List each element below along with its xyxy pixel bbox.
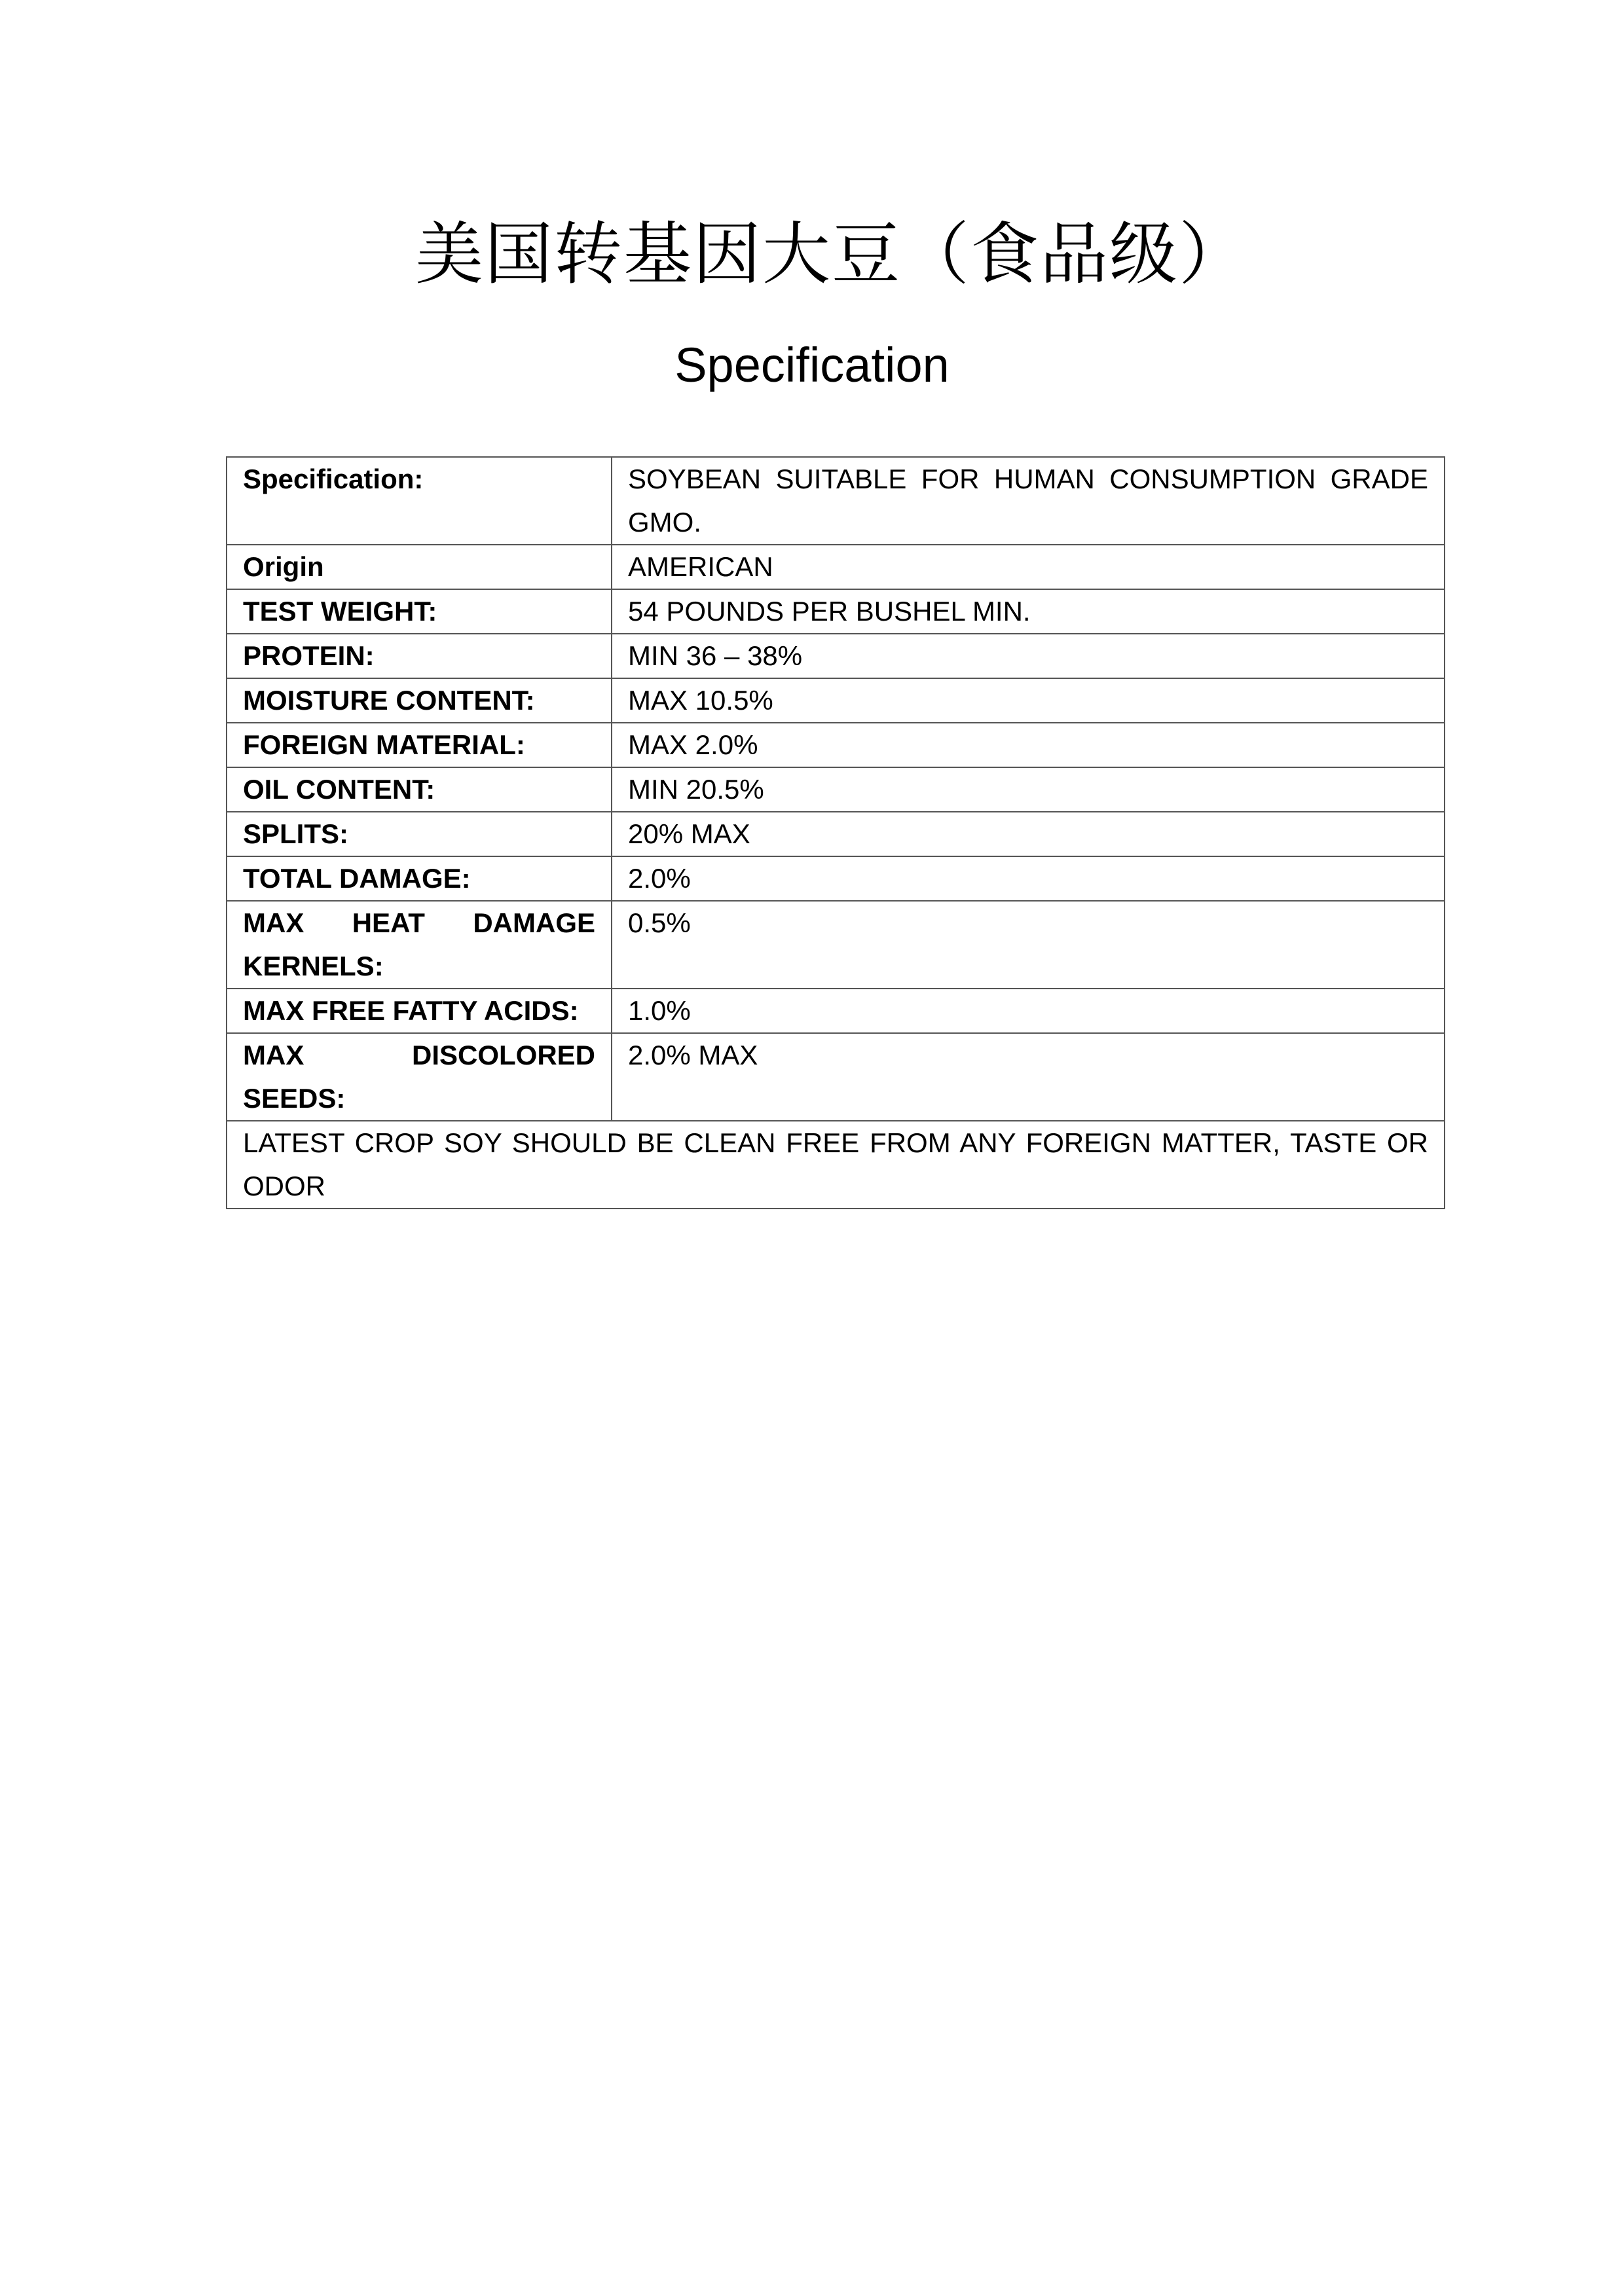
table-note: LATEST CROP SOY SHOULD BE CLEAN FREE FROM ANY FOREIGN MATTER, TASTE OR ODOR <box>227 1121 1445 1209</box>
spec-label: PROTEIN: <box>227 634 612 678</box>
spec-value: MIN 20.5% <box>612 767 1445 812</box>
table-row <box>227 812 1445 856</box>
spec-label: TEST WEIGHT: <box>227 589 612 634</box>
spec-label: MAX FREE FATTY ACIDS: <box>227 989 612 1033</box>
spec-value: 2.0% MAX <box>612 1033 1445 1121</box>
spec-value: MIN 36 – 38% <box>612 634 1445 678</box>
table-row <box>227 634 1445 678</box>
spec-value: 20% MAX <box>612 812 1445 856</box>
spec-label: TOTAL DAMAGE: <box>227 856 612 901</box>
spec-label: OIL CONTENT: <box>227 767 612 812</box>
table-row <box>227 989 1445 1033</box>
table-row <box>227 589 1445 634</box>
spec-value: SOYBEAN SUITABLE FOR HUMAN CONSUMPTION GRADE GMO. <box>612 457 1445 545</box>
table-row <box>227 856 1445 901</box>
spec-value: 2.0% <box>612 856 1445 901</box>
table-row <box>227 457 1445 545</box>
spec-label: Specification: <box>227 457 612 545</box>
document-title: 美国转基因大豆（食品级） <box>415 214 1248 294</box>
table-row <box>227 678 1445 723</box>
spec-label: SPLITS: <box>227 812 612 856</box>
document-subtitle: Specification <box>674 338 950 392</box>
spec-label: MAX DISCOLORED SEEDS: <box>227 1033 612 1121</box>
table-row <box>227 723 1445 767</box>
specification-table <box>226 456 1445 1209</box>
spec-value: MAX 2.0% <box>612 723 1445 767</box>
spec-label: FOREIGN MATERIAL: <box>227 723 612 767</box>
spec-value: 1.0% <box>612 989 1445 1033</box>
table-row <box>227 767 1445 812</box>
spec-value: MAX 10.5% <box>612 678 1445 723</box>
spec-label: Origin <box>227 545 612 589</box>
spec-value: AMERICAN <box>612 545 1445 589</box>
table-row <box>227 545 1445 589</box>
spec-label: MOISTURE CONTENT: <box>227 678 612 723</box>
spec-value: 54 POUNDS PER BUSHEL MIN. <box>612 589 1445 634</box>
spec-label: MAX HEAT DAMAGE KERNELS: <box>227 901 612 989</box>
table-row <box>227 1033 1445 1121</box>
table-row <box>227 1121 1445 1209</box>
table-row <box>227 901 1445 989</box>
spec-value: 0.5% <box>612 901 1445 989</box>
